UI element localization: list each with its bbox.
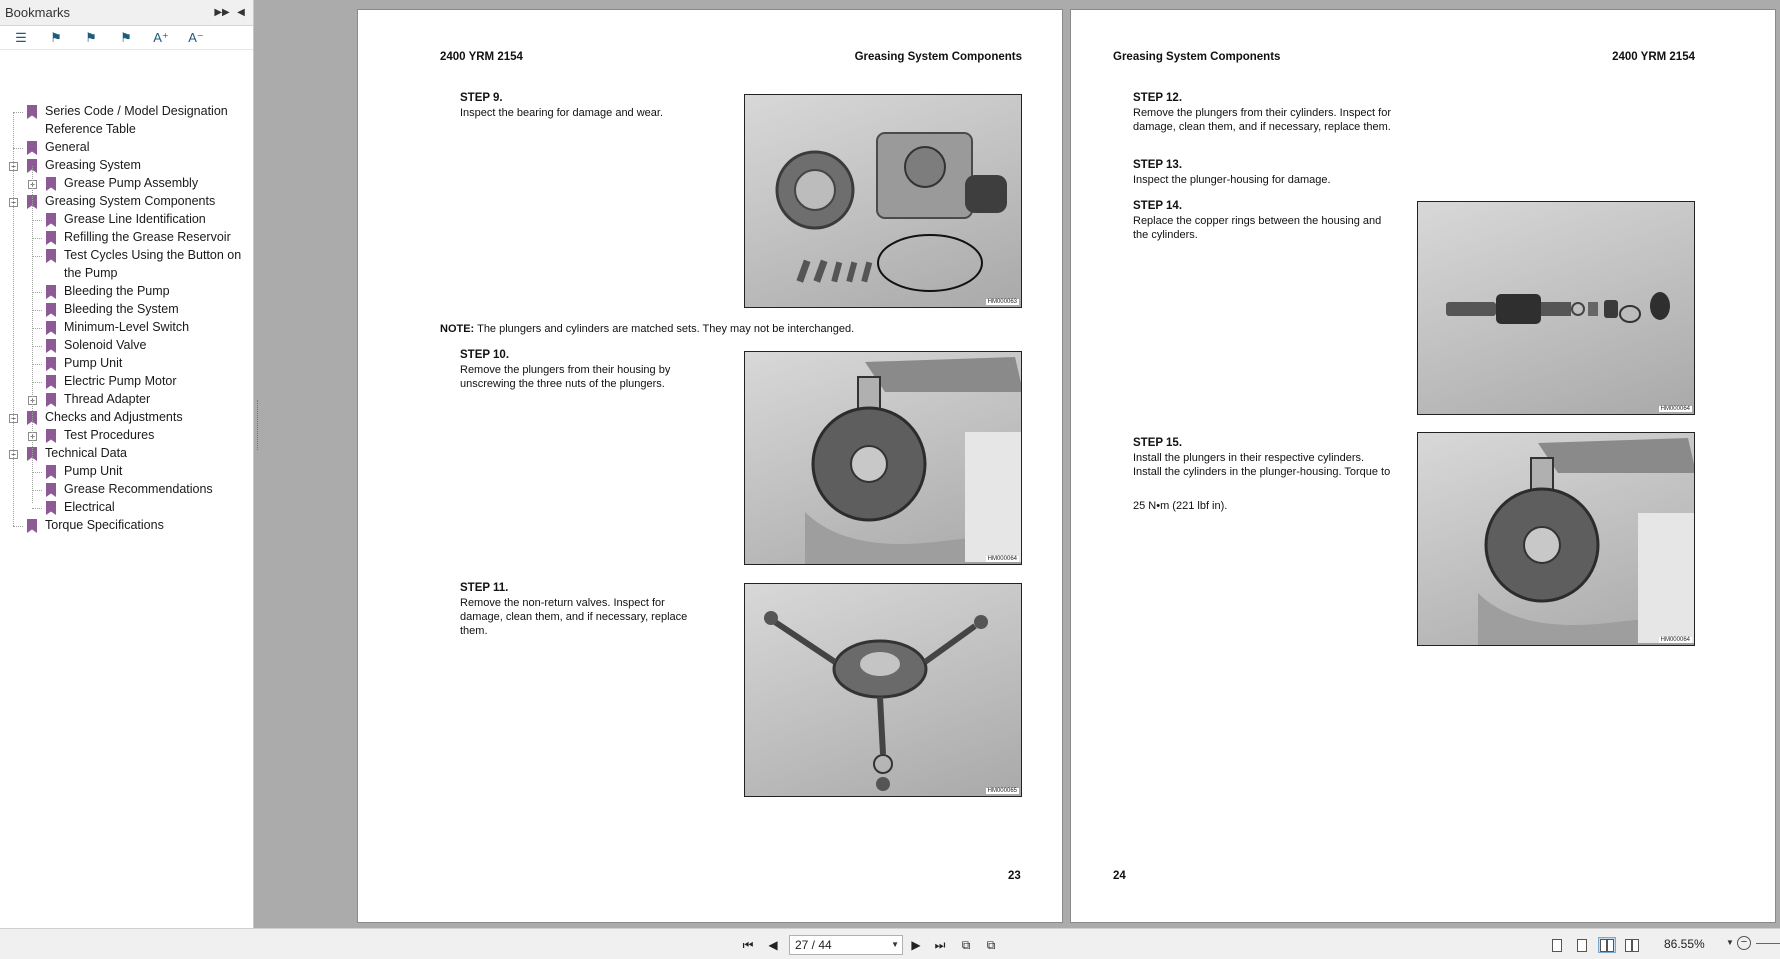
plunger-install-photo bbox=[1417, 432, 1695, 646]
bookmark-label: Technical Data bbox=[45, 446, 127, 460]
step-12-text: Remove the plungers from their cylinders. Inspect for damage, clean them, and if necessary, replace them. bbox=[1133, 107, 1392, 133]
expand-icon[interactable]: + bbox=[28, 396, 37, 405]
increase-text-size-icon[interactable]: A⁺ bbox=[153, 29, 169, 45]
bookmark-label: Refilling the Grease Reservoir bbox=[64, 230, 231, 244]
single-page-view-icon[interactable] bbox=[1548, 937, 1566, 953]
wrench-on-housing-illustration bbox=[1418, 433, 1695, 646]
panel-options-icon[interactable]: ▶▶ bbox=[214, 7, 230, 18]
navigation-statusbar bbox=[0, 928, 1780, 959]
bookmarks-title: Bookmarks bbox=[5, 5, 71, 20]
photo-code: HM000064 bbox=[987, 556, 1017, 562]
add-child-bookmark-icon[interactable]: ⚑ bbox=[85, 29, 97, 45]
bookmark-icon bbox=[46, 177, 56, 191]
page-header-section: Greasing System Components bbox=[1113, 51, 1281, 63]
step-11-text: Remove the non-return valves. Inspect for damage, clean them, and if necessary, replace them. bbox=[460, 597, 688, 637]
bookmark-label: the Pump bbox=[64, 266, 118, 280]
step-10-text: Remove the plungers from their housing by unscrewing the three nuts of the plungers. bbox=[460, 364, 671, 390]
tree-connector bbox=[32, 310, 42, 311]
photo-code: HM000065 bbox=[987, 788, 1017, 794]
tree-connector bbox=[32, 364, 42, 365]
bookmark-label: General bbox=[45, 140, 90, 154]
tree-connector bbox=[32, 490, 42, 491]
bookmark-icon bbox=[46, 321, 56, 335]
chevron-down-icon: ▼ bbox=[891, 940, 899, 949]
bookmark-icon bbox=[27, 141, 37, 155]
previous-page-icon[interactable]: ◀ bbox=[768, 938, 778, 952]
step-9-title: STEP 9. bbox=[460, 92, 503, 104]
two-page-view-icon[interactable] bbox=[1598, 937, 1616, 953]
bookmark-label: Checks and Adjustments bbox=[45, 410, 183, 424]
note-label: NOTE: bbox=[440, 323, 475, 335]
tree-connector bbox=[32, 346, 42, 347]
wrench-on-housing-illustration bbox=[745, 352, 1022, 565]
page-header-doc-number: 2400 YRM 2154 bbox=[1612, 51, 1695, 63]
bookmark-label: Torque Specifications bbox=[45, 518, 164, 532]
step-14-text: Replace the copper rings between the housing and the cylinders. bbox=[1133, 215, 1382, 241]
bookmark-icon bbox=[27, 519, 37, 533]
collapse-panel-icon[interactable]: ◀ bbox=[237, 7, 245, 18]
photo-code: HM000064 bbox=[1660, 637, 1690, 643]
bookmark-icon bbox=[46, 375, 56, 389]
step-15-title: STEP 15. bbox=[1133, 437, 1183, 449]
bookmark-icon bbox=[46, 465, 56, 479]
bookmark-options-icon[interactable]: ☰ bbox=[15, 29, 27, 45]
valves-illustration bbox=[745, 584, 1022, 797]
page-number: 24 bbox=[1113, 870, 1126, 882]
bookmarks-panel bbox=[0, 0, 254, 928]
non-return-valves-photo bbox=[744, 583, 1022, 797]
last-page-icon[interactable]: ⏭ bbox=[934, 937, 946, 952]
next-page-icon[interactable]: ▶ bbox=[911, 938, 921, 952]
zoom-level[interactable]: 86.55% bbox=[1664, 937, 1705, 951]
zoom-dropdown-icon[interactable]: ▼ bbox=[1726, 938, 1734, 947]
bookmark-label: Greasing System Components bbox=[45, 194, 216, 208]
bookmark-label: Grease Pump Assembly bbox=[64, 176, 199, 190]
bookmark-label: Reference Table bbox=[45, 122, 136, 136]
zoom-slider[interactable] bbox=[1756, 943, 1780, 944]
photo-code: HM000064 bbox=[1660, 406, 1690, 412]
tree-connector bbox=[32, 382, 42, 383]
bookmark-icon bbox=[46, 393, 56, 407]
bookmark-label: Pump Unit bbox=[64, 356, 123, 370]
tree-connector bbox=[32, 328, 42, 329]
bookmark-label: Minimum-Level Switch bbox=[64, 320, 190, 334]
bookmark-label: Test Cycles Using the Button on bbox=[64, 248, 242, 262]
bookmark-label: Grease Line Identification bbox=[64, 212, 206, 226]
bookmark-icon bbox=[46, 285, 56, 299]
splitter-grip[interactable] bbox=[257, 400, 259, 450]
bookmark-label: Series Code / Model Designation bbox=[45, 104, 228, 118]
bookmark-label: Bleeding the System bbox=[64, 302, 179, 316]
copper-rings-photo bbox=[1417, 201, 1695, 415]
two-page-continuous-view-icon[interactable] bbox=[1623, 937, 1641, 953]
collapse-icon[interactable]: − bbox=[9, 162, 18, 171]
bookmarks-header bbox=[0, 0, 253, 26]
step-15-text: Install the plungers in their respective cylinders. Install the cylinders in the plunger-housing. Torque to bbox=[1133, 452, 1391, 478]
decrease-text-size-icon[interactable]: A⁻ bbox=[188, 29, 204, 45]
plunger-removal-photo bbox=[744, 351, 1022, 565]
bookmark-icon bbox=[46, 429, 56, 443]
bearing-illustration bbox=[745, 95, 1022, 308]
step-13-text: Inspect the plunger-housing for damage. bbox=[1133, 174, 1331, 186]
step-12-title: STEP 12. bbox=[1133, 92, 1183, 104]
page-number: 23 bbox=[1008, 870, 1021, 882]
bookmark-label: Test Procedures bbox=[64, 428, 155, 442]
step-9-text: Inspect the bearing for damage and wear. bbox=[460, 107, 664, 119]
step-10-title: STEP 10. bbox=[460, 349, 510, 361]
first-page-icon[interactable]: ⏮ bbox=[742, 937, 754, 952]
previous-view-icon[interactable]: ⧉ bbox=[961, 937, 971, 952]
note bbox=[440, 323, 854, 335]
continuous-view-icon[interactable] bbox=[1573, 937, 1591, 953]
tree-connector bbox=[32, 472, 42, 473]
bookmark-label: Bleeding the Pump bbox=[64, 284, 170, 298]
bookmark-icon bbox=[46, 231, 56, 245]
page-number-select[interactable] bbox=[789, 935, 903, 955]
tree-connector bbox=[32, 508, 42, 509]
zoom-out-icon[interactable]: − bbox=[1737, 936, 1751, 950]
step-14-title: STEP 14. bbox=[1133, 200, 1183, 212]
document-page-24 bbox=[1070, 9, 1776, 923]
panel-splitter[interactable] bbox=[255, 0, 261, 928]
bookmark-label: Pump Unit bbox=[64, 464, 123, 478]
bookmark-label: Greasing System bbox=[45, 158, 141, 172]
bookmark-icon bbox=[46, 483, 56, 497]
page-header-doc-number: 2400 YRM 2154 bbox=[440, 51, 523, 63]
collapse-icon[interactable]: − bbox=[9, 450, 18, 459]
photo-code: HM000063 bbox=[987, 299, 1017, 305]
page-indicator: 27 / 44 bbox=[795, 938, 832, 952]
tree-guide bbox=[32, 166, 33, 503]
tree-connector bbox=[32, 220, 42, 221]
step-15-torque: 25 N•m (221 lbf in). bbox=[1133, 500, 1228, 512]
bookmark-label: Solenoid Valve bbox=[64, 338, 147, 352]
bookmark-icon bbox=[27, 105, 37, 119]
page-header-section: Greasing System Components bbox=[854, 51, 1022, 63]
bookmark-label: Thread Adapter bbox=[64, 392, 151, 406]
next-view-icon[interactable]: ⧉ bbox=[986, 937, 996, 952]
bookmark-icon bbox=[46, 357, 56, 371]
bookmark-icon bbox=[46, 339, 56, 353]
bookmark-icon bbox=[46, 213, 56, 227]
bookmark-label: Grease Recommendations bbox=[64, 482, 213, 496]
plunger-parts-illustration bbox=[1418, 202, 1695, 415]
expand-icon[interactable]: + bbox=[28, 432, 37, 441]
bookmark-label: Electrical bbox=[64, 500, 115, 514]
add-bookmark-icon[interactable]: ⚑ bbox=[50, 29, 62, 45]
expand-icon[interactable]: + bbox=[28, 180, 37, 189]
tree-connector bbox=[13, 148, 23, 149]
document-page-23 bbox=[357, 9, 1063, 923]
delete-bookmark-icon[interactable]: ⚑ bbox=[120, 29, 132, 45]
tree-connector bbox=[32, 256, 42, 257]
bookmark-icon bbox=[46, 501, 56, 515]
step-11-title: STEP 11. bbox=[460, 582, 509, 594]
collapse-icon[interactable]: − bbox=[9, 198, 18, 207]
note-text: The plungers and cylinders are matched sets. They may not be interchanged. bbox=[477, 323, 855, 335]
bookmark-icon bbox=[46, 303, 56, 317]
tree-connector bbox=[13, 526, 23, 527]
bookmark-icon bbox=[46, 249, 56, 263]
tree-connector bbox=[32, 238, 42, 239]
bookmark-label: Electric Pump Motor bbox=[64, 374, 177, 388]
collapse-icon[interactable]: − bbox=[9, 414, 18, 423]
tree-connector bbox=[32, 292, 42, 293]
step-13-title: STEP 13. bbox=[1133, 159, 1183, 171]
bookmarks-toolbar bbox=[0, 26, 253, 50]
tree-guide bbox=[13, 112, 14, 526]
bearing-photo bbox=[744, 94, 1022, 308]
tree-connector bbox=[13, 112, 23, 113]
